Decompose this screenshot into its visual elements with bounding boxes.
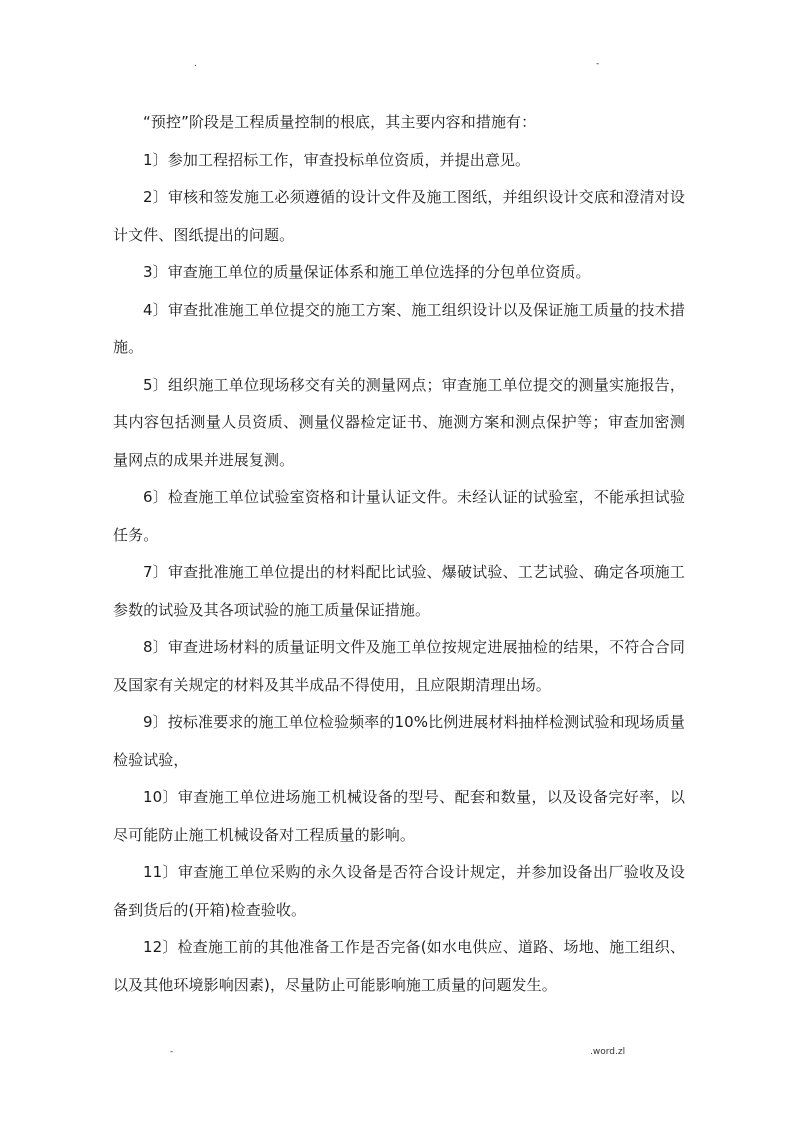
list-item-3: 3〕审查施工单位的质量保证体系和施工单位选择的分包单位资质。 [143,263,591,281]
document-body [113,104,685,1004]
intro-paragraph: “预控”阶段是工程质量控制的根底，其主要内容和措施有： [143,113,537,131]
list-item-7: 7〕审查批准施工单位提出的材料配比试验、爆破试验、工艺试验、确定各项施工参数的试验及其各项试验的施工质量保证措施。 [113,563,685,619]
list-item-6: 6〕检查施工单位试验室资格和计量认证文件。未经认证的试验室，不能承担试验任务。 [113,488,685,544]
list-item-5: 5〕组织施工单位现场移交有关的测量网点；审查施工单位提交的测量实施报告，其内容包括测量人员资质、测量仪器检定证书、施测方案和测点保护等；审查加密测量网点的成果并进展复测。 [113,375,685,469]
list-item-2: 2〕审核和签发施工必须遵循的设计文件及施工图纸，并组织设计交底和澄清对设计文件、图纸提出的问题。 [113,188,685,244]
footer-left-mark: - [170,1047,174,1057]
list-item-10: 10〕审查施工单位进场施工机械设备的型号、配套和数量，以及设备完好率，以尽可能防止施工机械设备对工程质量的影响。 [113,788,685,844]
footer-right-mark: .word.zl [590,1047,626,1057]
list-item-12: 12〕检查施工前的其他准备工作是否完备(如水电供应、道路、场地、施工组织、以及其他环境影响因素)，尽量防止可能影响施工质量的问题发生。 [113,938,685,994]
list-item-9: 9〕按标准要求的施工单位检验频率的10%比例进展材料抽样检测试验和现场质量检验试验， [113,713,685,769]
header-left-mark: . [194,59,197,69]
list-item-1: 1〕参加工程招标工作，审查投标单位资质，并提出意见。 [143,150,531,169]
list-item-4: 4〕审查批准施工单位提交的施工方案、施工组织设计以及保证施工质量的技术措施。 [113,300,685,356]
list-item-8: 8〕审查进场材料的质量证明文件及施工单位按规定进展抽检的结果，不符合合同及国家有关规定的材料及其半成品不得使用，且应限期清理出场。 [113,638,685,694]
list-item-11: 11〕审查施工单位采购的永久设备是否符合设计规定，并参加设备出厂验收及设备到货后的(开箱)检查验收。 [113,863,685,919]
header-right-mark: - [596,59,600,69]
